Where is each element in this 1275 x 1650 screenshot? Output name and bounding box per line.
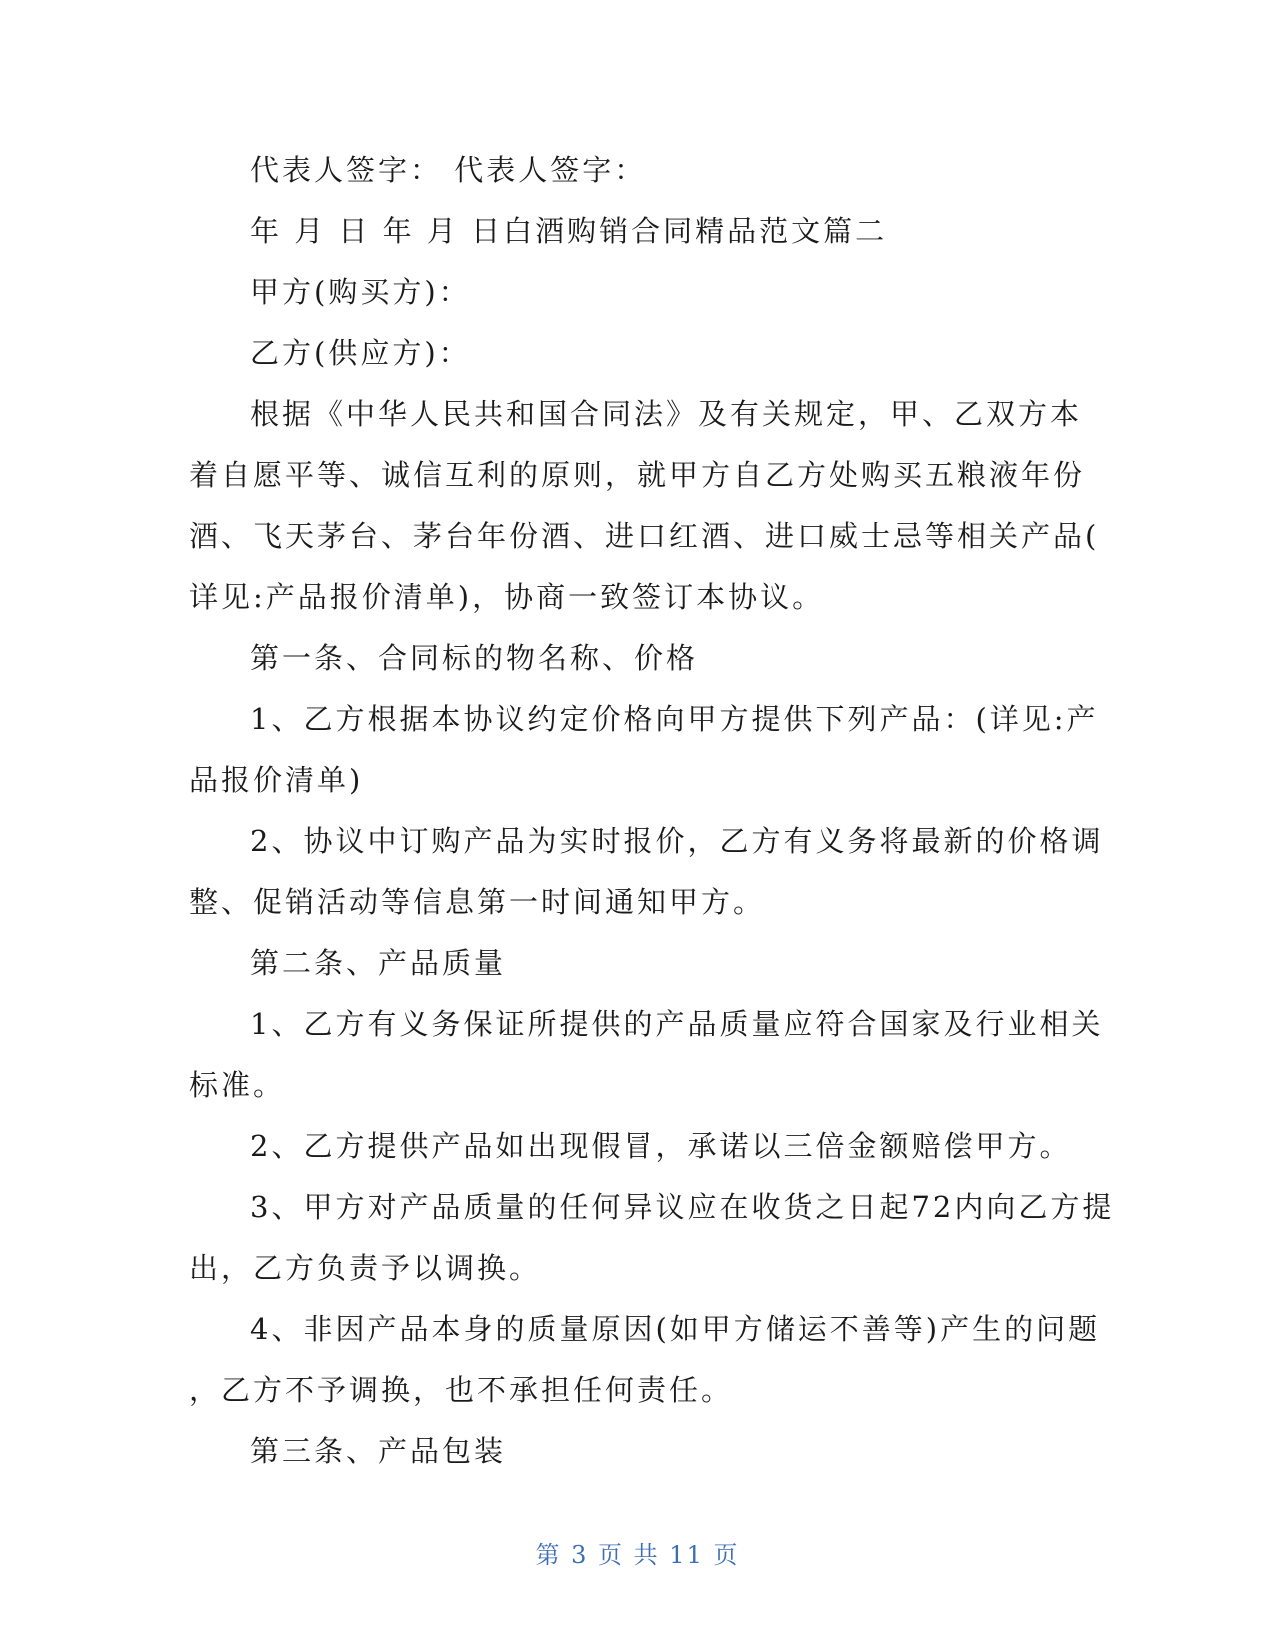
text-line: 年 月 日 年 月 日白酒购销合同精品范文篇二 [250,214,888,248]
text-line: 2、乙方提供产品如出现假冒，承诺以三倍金额赔偿甲方。 [250,1129,1072,1163]
text-line: ，乙方不予调换，也不承担任何责任。 [189,1373,734,1407]
document-body [189,140,1115,1482]
section-heading: 第三条、产品包装 [250,1434,507,1468]
page-number-footer: 第 3 页 共 11 页 [535,1541,740,1569]
text-line: 根据《中华人民共和国合同法》及有关规定，甲、乙双方本 [250,397,1083,431]
text-line: 3、甲方对产品质量的任何异议应在收货之日起72内向乙方提 [250,1190,1115,1224]
text-line: 标准。 [189,1068,286,1102]
text-line: 详见:产品报价清单)，协商一致签订本协议。 [189,580,825,614]
text-line: 代表人签字： 代表人签字： [250,153,647,187]
text-line: 整、促销活动等信息第一时间通知甲方。 [189,885,766,919]
text-line: 2、协议中订购产品为实时报价，乙方有义务将最新的价格调 [250,824,1104,858]
text-line: 4、非因产品本身的质量原因(如甲方储运不善等)产生的问题 [250,1312,1101,1346]
text-line: 酒、飞天茅台、茅台年份酒、进口红酒、进口威士忌等相关产品( [189,519,1100,553]
text-line: 着自愿平等、诚信互利的原则，就甲方自乙方处购买五粮液年份 [189,458,1086,492]
section-heading: 第一条、合同标的物名称、价格 [250,641,699,675]
section-heading: 第二条、产品质量 [250,946,507,980]
text-line: 1、乙方有义务保证所提供的产品质量应符合国家及行业相关 [250,1007,1104,1041]
text-line: 甲方(购买方)： [250,275,471,309]
text-line: 出，乙方负责予以调换。 [189,1251,542,1285]
text-line: 1、乙方根据本协议约定价格向甲方提供下列产品：(详见:产 [250,702,1099,736]
text-line: 乙方(供应方)： [250,336,471,370]
text-line: 品报价清单) [189,763,364,797]
